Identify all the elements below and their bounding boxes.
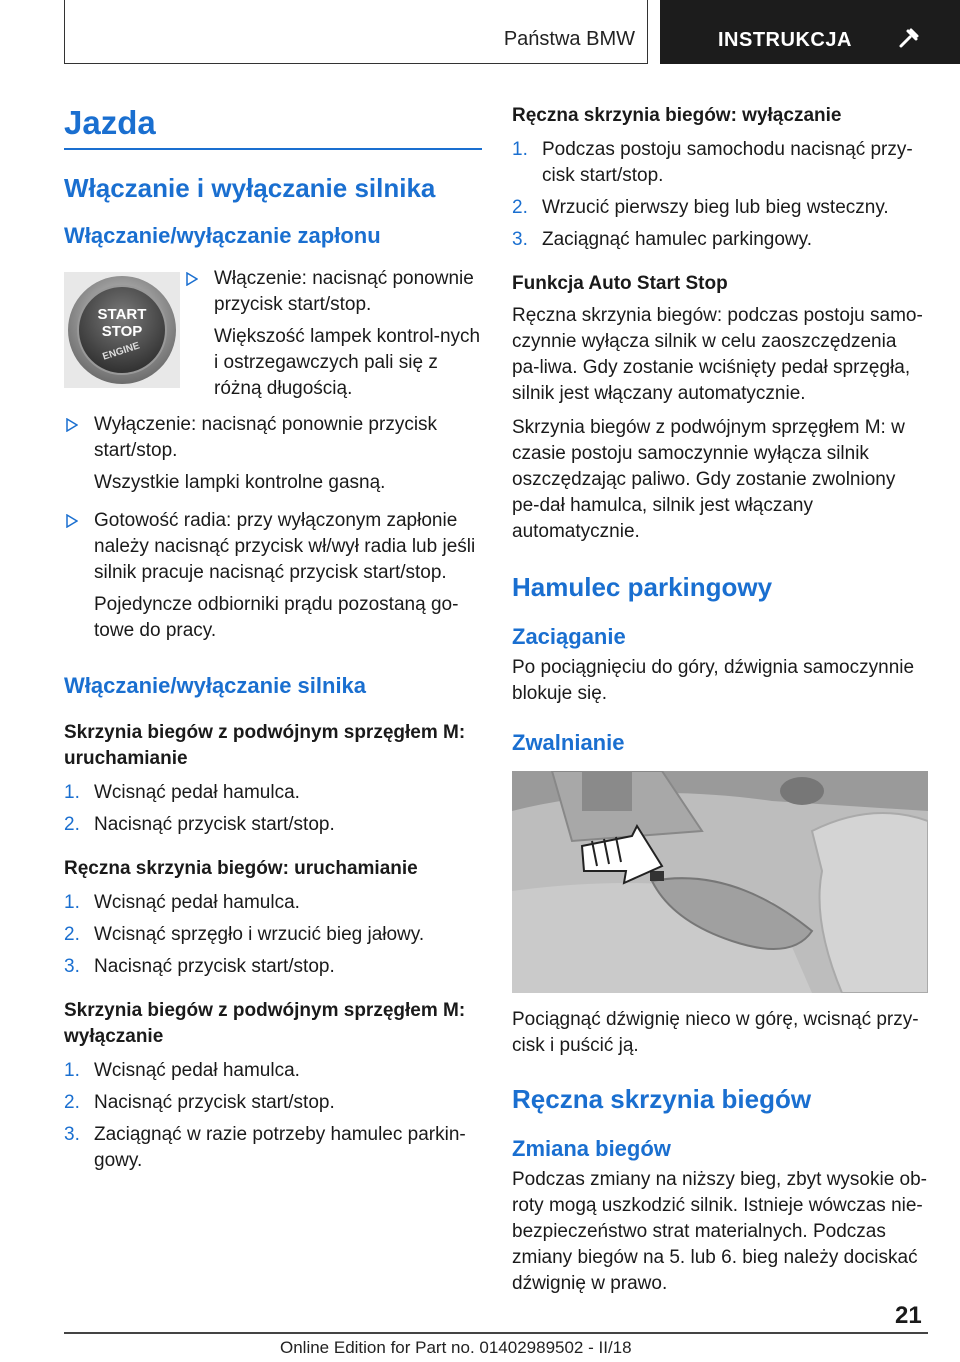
list-item: 1. Wcisnąć pedał hamulca. [64,892,300,913]
ignition-item-sub: Wszystkie lampki kontrolne gasną. [94,472,386,493]
chapter-title: Jazda [64,104,156,141]
triangle-bullet-icon [66,514,78,528]
header-tab-section[interactable] [660,0,960,64]
ignition-item-main: Gotowość radia: przy wyłączonym zapłonie należy nacisnąć przycisk wł/wył radia lub jeśli silnik pracuje nacisnąć przycisk start/stop. [94,510,476,583]
manual-stop-steps [512,137,928,253]
manual-stop-title: Ręczna skrzynia biegów: wyłączanie [512,105,842,126]
parking-brake-photo [512,771,928,993]
auto-start-stop-title: Funkcja Auto Start Stop [512,273,728,294]
start-label: START [97,306,147,323]
list-item: 2. Nacisnąć przycisk start/stop. [64,1092,335,1113]
ignition-list [64,412,482,644]
list-item: 3. Zaciągnąć hamulec parkingowy. [512,229,813,250]
engine-label: ENGINE [101,340,142,363]
manual-start-title: Ręczna skrzynia biegów: uruchamianie [64,858,418,879]
triangle-bullet-icon [186,272,198,286]
right-column [512,103,928,1297]
header-chapter-label: Państwa BMW [503,28,635,50]
section-title-manual-gearbox: Ręczna skrzynia biegów [512,1084,812,1114]
section-title-parking-brake: Hamulec parkingowy [512,572,773,602]
dct-stop-title: Skrzynia biegów z podwójnym sprzęgłem M: wyłączanie [64,1000,466,1047]
list-item [64,508,482,644]
section-title-engine: Włączanie i wyłączanie silnika [64,173,436,203]
parking-brake-illustration [512,771,928,993]
ignition-item-1 [184,266,482,410]
start-stop-button-image [64,272,180,388]
list-item: 3. Zaciągnąć w razie potrzeby hamulec parkin-gowy. [64,1124,466,1171]
header-tab-chapter[interactable] [64,0,648,64]
title-divider [64,148,482,150]
footer-divider [64,1332,928,1334]
start-stop-button-icon [64,272,180,388]
footer-edition: Online Edition for Part no. 01402989502 - II/18 [280,1338,632,1357]
auto-start-stop-text-2: Skrzynia biegów z podwójnym sprzęgłem M: w czasie postoju samoczynnie wyłącza silnik oszczędzając paliwo. Gdy zostanie zwolniony pe-dał hamulca, silnik jest włączany automatycznie. [512,417,905,542]
list-item: 1. Podczas postoju samochodu nacisnąć przy-cisk start/stop. [512,139,913,186]
manual-start-steps [64,890,482,980]
subsection-title-ignition: Włączanie/wyłączanie zapłonu [64,223,381,248]
triangle-bullet-icon [66,418,78,432]
ignition-item-sub: Większość lampek kontrol-nych i ostrzegawczych pali się z różną długością. [214,326,481,399]
shifting-text: Podczas zmiany na niższy bieg, zbyt wysokie ob-roty mogą uszkodzić silnik. Istnieje wówczas nie-bezpieczeństwo strat materialnych. Podczas zmiany biegów na 5. lub 6. bieg należy dociskać dźwignię w prawo. [512,1169,928,1294]
list-item: 1. Wcisnąć pedał hamulca. [64,782,300,803]
page-header [0,0,960,66]
header-section-label: INSTRUKCJA [718,29,852,51]
subsection-title-engine: Włączanie/wyłączanie silnika [64,673,367,698]
list-item: 2. Wrzucić pierwszy bieg lub bieg wsteczny. [512,197,889,218]
list-item [184,266,482,402]
dct-start-title: Skrzynia biegów z podwójnym sprzęgłem M: uruchamianie [64,722,466,769]
release-text: Pociągnąć dźwignię nieco w górę, wcisnąć przy-cisk i puścić ją. [512,1009,919,1056]
list-item: 3. Nacisnąć przycisk start/stop. [64,956,335,977]
auto-start-stop-text-1: Ręczna skrzynia biegów: podczas postoju samo-czynnie wyłącza silnik w celu zaoszczędzenia pa-liwa. Gdy zostanie wciśnięty pedał sprzęgła, silnik jest włączany automatycznie. [512,305,923,404]
subsection-title-shifting: Zmiana biegów [512,1136,671,1161]
ignition-item-sub: Pojedyncze odbiorniki prądu pozostaną go-towe do pracy. [94,594,459,641]
list-item: 1. Wcisnąć pedał hamulca. [64,1060,300,1081]
list-item [64,412,482,496]
list-item: 2. Nacisnąć przycisk start/stop. [64,814,335,835]
left-column [64,100,482,1180]
page-number: 21 [895,1302,922,1329]
ignition-block [64,266,482,436]
wrench-icon [898,27,920,49]
dct-stop-steps [64,1058,482,1174]
stop-label: STOP [101,323,143,340]
subsection-title-release: Zwalnianie [512,730,625,755]
ignition-item-main: Włączenie: nacisnąć ponownie przycisk start/stop. [214,268,474,315]
dct-start-steps [64,780,482,838]
apply-text: Po pociągnięciu do góry, dźwignia samoczynnie blokuje się. [512,657,915,704]
subsection-title-apply: Zaciąganie [512,624,626,649]
ignition-item-main: Wyłączenie: nacisnąć ponownie przycisk start/stop. [94,414,438,461]
list-item: 2. Wcisnąć sprzęgło i wrzucić bieg jałowy. [64,924,425,945]
